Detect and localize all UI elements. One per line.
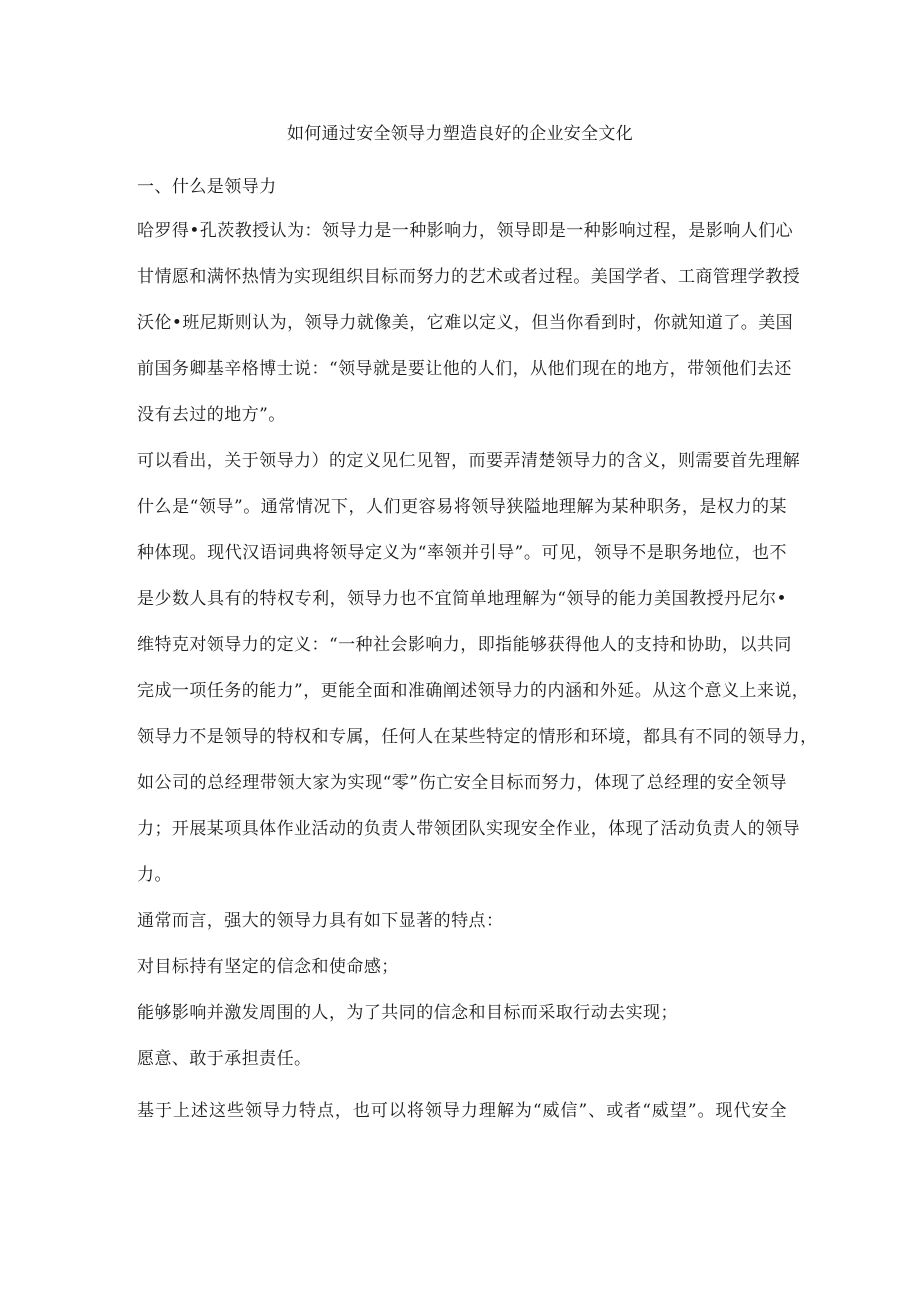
document-title: 如何通过安全领导力塑造良好的企业安全文化 — [287, 124, 633, 144]
paragraph-line: 是少数人具有的特权专利，领导力也不宜简单地理解为“领导的能力美国教授丹尼尔• — [137, 589, 787, 609]
paragraph-line: 力；开展某项具体作业活动的负责人带领团队实现安全作业，体现了活动负责人的领导 — [137, 819, 801, 839]
section-heading: 一、什么是领导力 — [137, 177, 277, 197]
paragraph-line: 通常而言，强大的领导力具有如下显著的特点： — [137, 911, 504, 931]
paragraph-line: 力。 — [137, 865, 172, 885]
paragraph-line: 没有去过的地方”。 — [137, 405, 286, 425]
list-item: 对目标持有坚定的信念和使命感； — [137, 957, 399, 977]
paragraph-line: 领导力不是领导的特权和专属，任何人在某些特定的情形和环境，都具有不同的领导力， — [137, 727, 818, 747]
paragraph-line: 维特克对领导力的定义：“一种社会影响力，即指能够获得他人的支持和协助，以共同 — [137, 635, 792, 655]
paragraph-line: 如公司的总经理带领大家为实现“零”伤亡安全目标而努力，体现了总经理的安全领导 — [137, 773, 787, 793]
paragraph-line: 沃伦•班尼斯则认为，领导力就像美，它难以定义，但当你看到时，你就知道了。美国 — [137, 313, 794, 333]
paragraph-line: 哈罗得•孔茨教授认为：领导力是一种影响力，领导即是一种影响过程，是影响人们心 — [137, 221, 794, 241]
paragraph-line: 前国务卿基辛格博士说：“领导就是要让他的人们，从他们现在的地方，带领他们去还 — [137, 359, 792, 379]
list-item: 能够影响并激发周围的人，为了共同的信念和目标而采取行动去实现； — [137, 1003, 678, 1023]
paragraph-line: 完成一项任务的能力”，更能全面和准确阐述领导力的内涵和外延。从这个意义上来说， — [137, 681, 810, 701]
paragraph-line: 基于上述这些领导力特点，也可以将领导力理解为“威信”、或者“威望”。现代安全 — [137, 1101, 787, 1121]
paragraph-line: 可以看出，关于领导力）的定义见仁见智，而要弄清楚领导力的含义，则需要首先理解 — [137, 451, 801, 471]
paragraph-line: 什么是“领导”。通常情况下，人们更容易将领导狭隘地理解为某种职务，是权力的某 — [137, 497, 787, 517]
list-item: 愿意、敢于承担责任。 — [137, 1049, 312, 1069]
paragraph-line: 甘情愿和满怀热情为实现组织目标而努力的艺术或者过程。美国学者、工商管理学教授 — [137, 267, 801, 287]
paragraph-line: 种体现。现代汉语词典将领导定义为“率领并引导”。可见，领导不是职务地位，也不 — [137, 543, 787, 563]
